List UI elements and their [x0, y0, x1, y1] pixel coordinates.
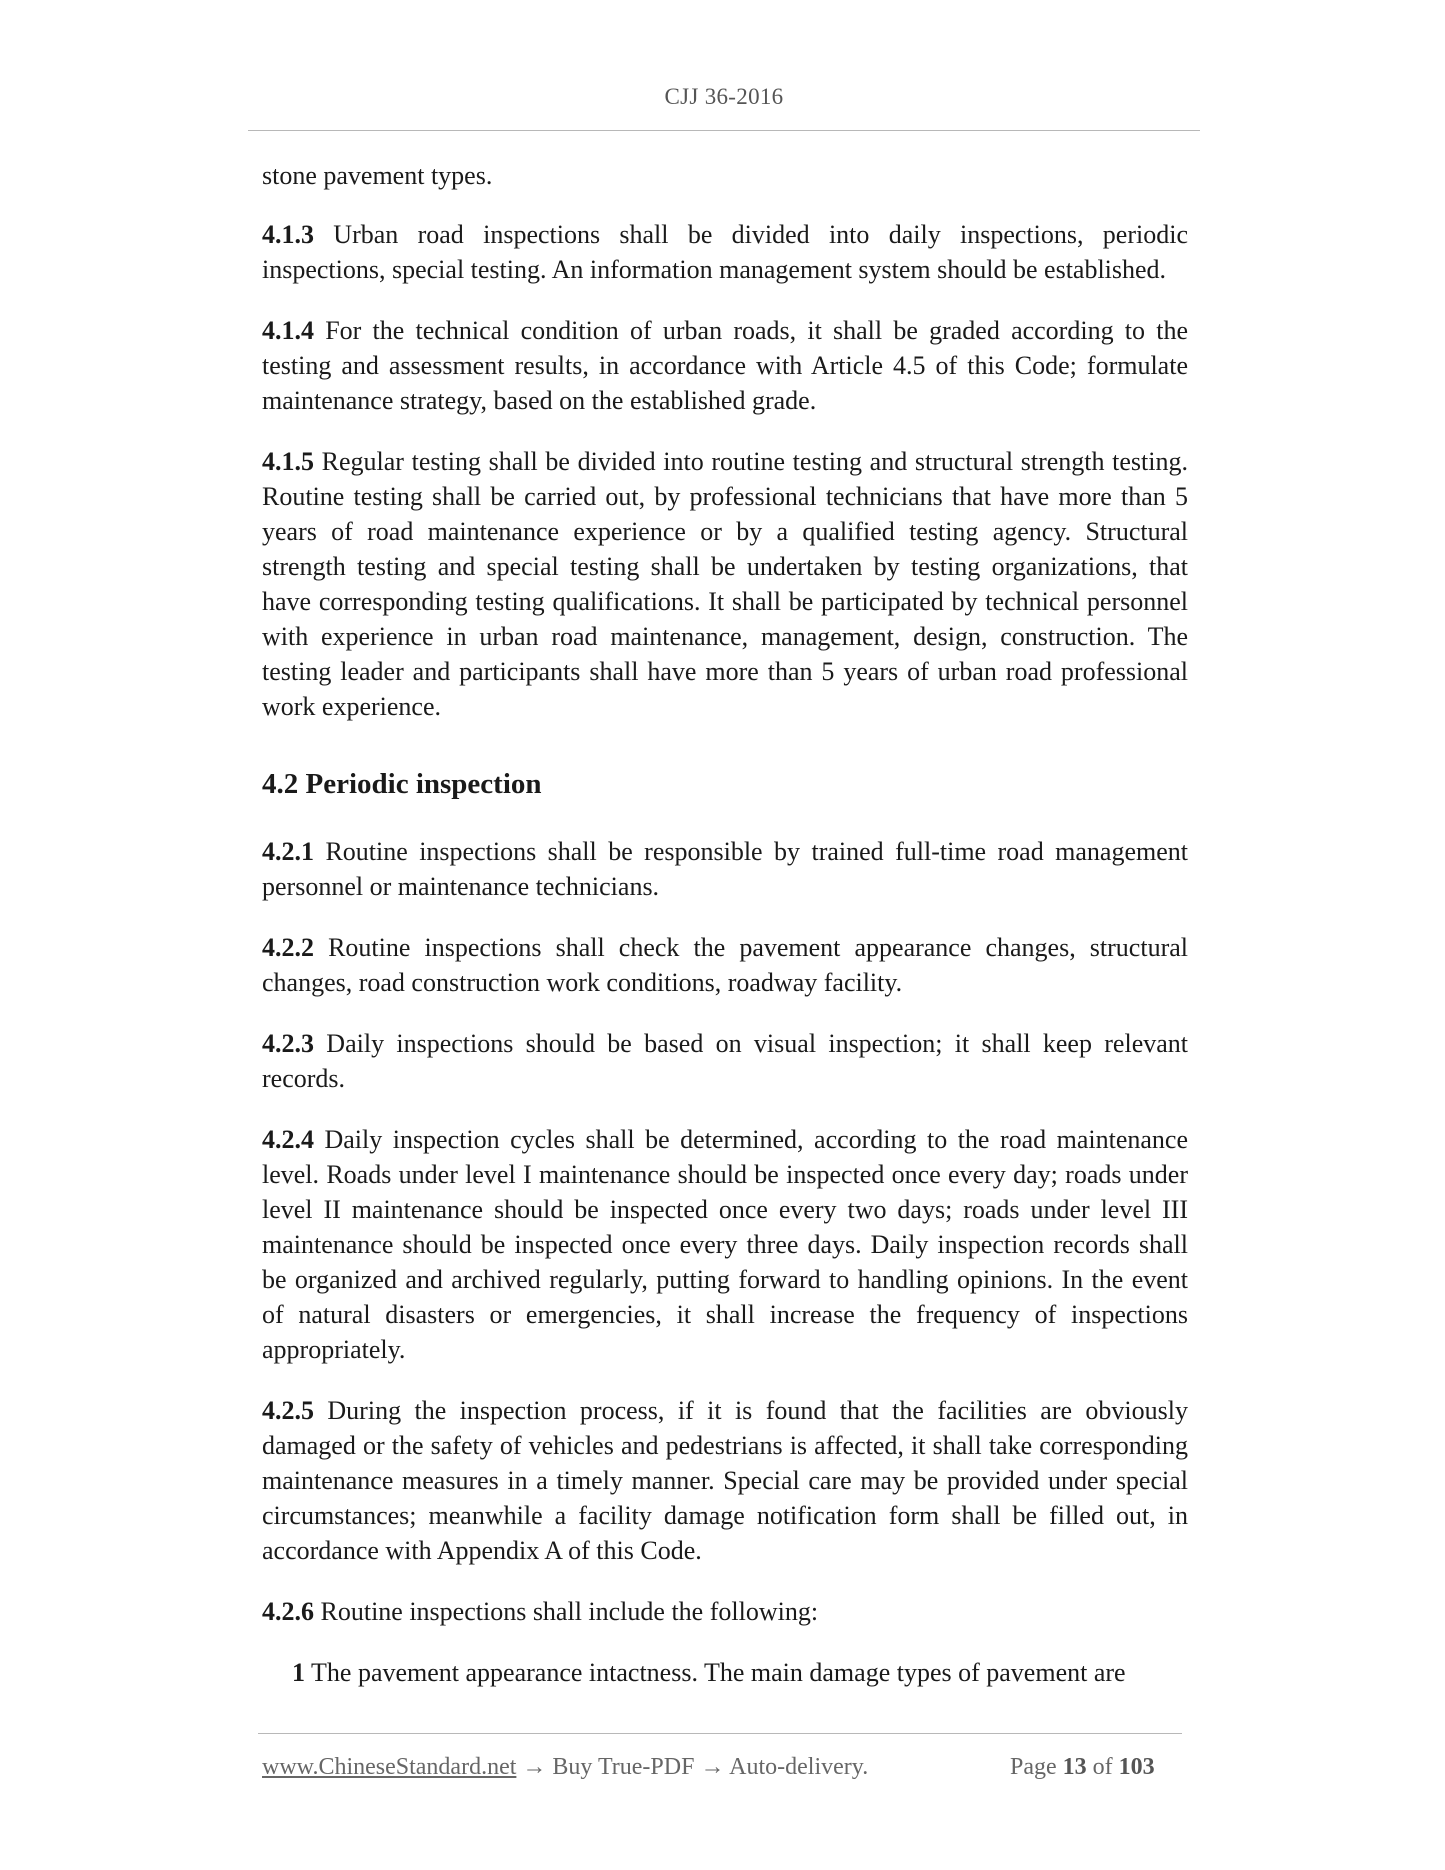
site-link[interactable]: www.ChineseStandard.net [262, 1754, 517, 1780]
clause-4-2-6 [262, 1594, 1188, 1629]
page-indicator [1010, 1754, 1155, 1781]
arrow-right-icon: → [516, 1754, 553, 1780]
clause-number: 4.2.2 [262, 933, 314, 962]
clause-4-2-4 [262, 1122, 1188, 1367]
clause-text: Routine inspections shall be responsible by trained full-time road management personnel or maintenance technicians. [262, 837, 1188, 901]
clause-4-1-3 [262, 217, 1188, 287]
section-heading-4-2: 4.2 Periodic inspection [262, 768, 542, 800]
list-item-number: 1 [292, 1658, 305, 1687]
clause-number: 4.2.6 [262, 1597, 314, 1626]
clause-text: Routine inspections shall include the following: [314, 1597, 819, 1626]
page-label: Page [1010, 1754, 1057, 1780]
clause-text: During the inspection process, if it is found that the facilities are obviously damaged or the safety of vehicles and pedestrians is affected, it shall take corresponding maintenance measures in a timely manner. Special care may be provided under special circumstances; meanwhile a facility damage notification form shall be filled out, in accordance with Appendix A of this Code. [262, 1396, 1188, 1565]
page-of-label: of [1092, 1754, 1113, 1780]
clause-number: 4.1.3 [262, 220, 314, 249]
footer-promo [262, 1754, 868, 1781]
document-body [262, 158, 1188, 1690]
header-divider [248, 130, 1200, 131]
auto-delivery-text: Auto-delivery. [729, 1754, 869, 1780]
paragraph-text: stone pavement types. [262, 161, 493, 190]
footer-divider [258, 1733, 1182, 1734]
page-current: 13 [1062, 1754, 1087, 1780]
clause-4-1-5 [262, 444, 1188, 724]
page-total: 103 [1118, 1754, 1155, 1780]
clause-4-2-2 [262, 930, 1188, 1000]
clause-4-2-3 [262, 1026, 1188, 1096]
clause-number: 4.2.5 [262, 1396, 314, 1425]
clause-4-1-4 [262, 313, 1188, 418]
clause-text: Daily inspection cycles shall be determined, according to the road maintenance level. Roads under level I maintenance should be inspected once every day; roads under level II maintenance should be inspected once every two days; roads under level III maintenance should be inspected once every three days. Daily inspection records shall be organized and archived regularly, putting forward to handling opinions. In the event of natural disasters or emergencies, it shall increase the frequency of inspections appropriately. [262, 1125, 1188, 1364]
clause-number: 4.2.1 [262, 837, 314, 866]
paragraph-continuation [262, 158, 1188, 193]
running-header: CJJ 36-2016 [664, 84, 784, 109]
clause-text: Daily inspections should be based on visual inspection; it shall keep relevant records. [262, 1029, 1188, 1093]
clause-number: 4.2.3 [262, 1029, 314, 1058]
arrow-right-icon: → [694, 1754, 730, 1780]
clause-number: 4.1.5 [262, 447, 314, 476]
clause-text: Urban road inspections shall be divided into daily inspections, periodic inspections, special testing. An information management system should be established. [262, 220, 1188, 284]
clause-4-2-1 [262, 834, 1188, 904]
clause-text: For the technical condition of urban roads, it shall be graded according to the testing and assessment results, in accordance with Article 4.5 of this Code; formulate maintenance strategy, based on the established grade. [262, 316, 1188, 415]
buy-pdf-text: Buy True-PDF [552, 1754, 695, 1780]
clause-4-2-5 [262, 1393, 1188, 1568]
clause-text: Regular testing shall be divided into routine testing and structural strength testing. Routine testing shall be carried out, by professional technicians that have more than 5 years of road maintenance experience or by a qualified testing agency. Structural strength testing and special testing shall be undertaken by testing organizations, that have corresponding testing qualifications. It shall be participated by technical personnel with experience in urban road maintenance, management, design, construction. The testing leader and participants shall have more than 5 years of urban road professional work experience. [262, 447, 1188, 721]
clause-text: Routine inspections shall check the pavement appearance changes, structural changes, road construction work conditions, roadway facility. [262, 933, 1188, 997]
list-item-text: The pavement appearance intactness. The main damage types of pavement are [305, 1658, 1126, 1687]
list-item-1 [262, 1655, 1188, 1690]
clause-number: 4.2.4 [262, 1125, 314, 1154]
clause-number: 4.1.4 [262, 316, 314, 345]
